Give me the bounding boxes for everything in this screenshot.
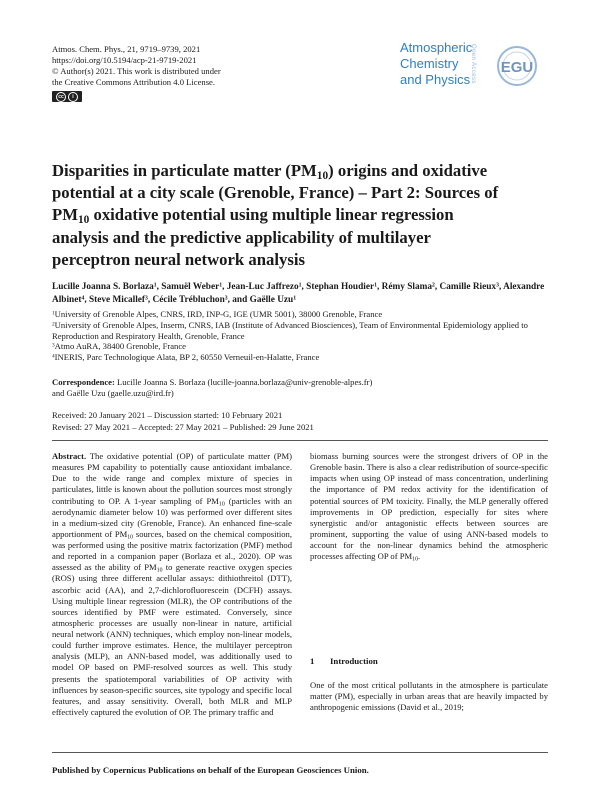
publication-dates: Received: 20 January 2021 – Discussion started: 10 February 2021 Revised: 27 May 2021 – Accepted: 27 May 2021 – Published: 29 June 2021	[52, 410, 314, 433]
author-affiliation-mark: 1	[293, 295, 297, 302]
author-affiliation-mark: 3	[496, 282, 499, 289]
author-affiliation-mark: 4	[81, 295, 85, 302]
journal-name: Atmospheric Chemistry and Physics	[400, 40, 473, 87]
affiliation: $^1$University of Grenoble Alpes, CNRS, IRD, INP-G, IGE (UMR 5001), 38000 Grenoble, France	[52, 309, 383, 319]
egu-logo-icon	[496, 45, 542, 87]
open-access-label: Open Access	[470, 44, 476, 84]
correspondence: Correspondence: Lucille Joanna S. Borlaza (lucille-joanna.borlaza@univ-grenoble-alpes.fr) and Gaëlle Uzu (gaelle.uzu@ird.fr)	[52, 377, 373, 398]
author-name: Rémy Slama	[381, 282, 432, 292]
abstract-column-right: biomass burning sources were the strongest drivers of OP in the Grenoble basin. There is also a clear redistribution of source-specific impacts when using OP instead of mass concentration, underlining the importance of PM redox activity for the identification of potential sources of PM toxicity. Finally, the MLP generally offered improvements in OP prediction, especially for sites where synergistic and/or antagonistic effects between sources are prominent, supporting the value of using ANN-based models to account for the non-linear dynamics behind the atmospheric processes affecting OP of $PM_{10}$.	[310, 451, 548, 563]
author-name: Stephan Houdier	[306, 282, 375, 292]
abstract-column-left: Abstract. The oxidative potential (OP) of particulate matter (PM) measures PM capability to potentially cause antioxidant imbalance. Due to the wide range and complex mixture of species in particulates, little is known about the pollution sources most strongly contributing to OP. A 1-year sampling of $PM_{10}$ (particles with an aerodynamic diameter below 10) was performed over different sites in a medium-sized city (Grenoble, France). An enhanced fine-scale apportionment of $PM_{10}$ sources, based on the chemical composition, was performed using the positive matrix factorization (PMF) method and reported in a companion paper (Borlaza et al., 2020). OP was assessed as the ability of $PM_{10}$ to generate reactive oxygen species (ROS) using three different acellular assays: dithiothreitol (DTT), ascorbic acid (AA), and 2,7-dichlorofluorescein (DCFH) assays. Using multiple linear regression (MLR), the OP contributions of the sources identified by PMF were estimated. Conversely, since atmospheric processes are usually non-linear in nature, artificial neural network (ANN) techniques, which employ non-linear models, could further improve estimates. Hence, the multilayer perceptron analysis (MLP), an ANN-based model, was additionally used to model OP based on PMF-resolved sources as well. This study presents the spatiotemporal variabilities of OP activity with influences by season-specific sources, site typology and specific local features, and assay sensitivity. Overall, both MLR and MLP effectively captured the evolution of OP. The primary traffic and	[52, 451, 293, 717]
publisher-footer: Published by Copernicus Publications on behalf of the European Geosciences Union.	[52, 765, 369, 775]
author-affiliation-mark: 2	[432, 282, 435, 289]
affiliation: $^3$Atmo AuRA, 38400 Grenoble, France	[52, 341, 186, 352]
affiliation-list	[52, 309, 552, 363]
divider	[52, 752, 548, 753]
author-list: Lucille Joanna S. Borlaza$^1$, Samuël Weber$^1$, Jean-Luc Jaffrezo$^1$, Stephan Houdier$^1$, Rémy Slama$^2$, Camille Rieux$^3$, Alexandre Albinet$^4$, Steve Micallef$^3$, Cécile Trébluchon$^3$, and Gaëlle Uzu$^1$	[52, 282, 545, 305]
author-affiliation-mark: 3	[224, 295, 228, 302]
introduction-text: One of the most critical pollutants in the atmosphere is particulate matter (PM), especially in urban areas that are heavily impacted by anthropogenic emissions (David et al., 2019;	[310, 680, 548, 713]
author-name: Steve Micallef	[88, 295, 145, 305]
copyright-line-2: the Creative Commons Attribution 4.0 License.	[52, 77, 216, 87]
author-affiliation-mark: 3	[145, 295, 148, 302]
author-name: Gaëlle Uzu	[249, 295, 294, 305]
citation-block	[52, 44, 352, 88]
author-name: Samuël Weber	[161, 282, 220, 292]
divider	[52, 440, 548, 441]
svg-text:EGU: EGU	[500, 59, 534, 76]
doi-link[interactable]: https://doi.org/10.5194/acp-21-9719-2021	[52, 55, 197, 65]
cc-license-icon[interactable]: cc i	[52, 91, 82, 102]
citation: Atmos. Chem. Phys., 21, 9719–9739, 2021	[52, 44, 201, 54]
author-affiliation-mark: 1	[298, 282, 302, 289]
author-name: Camille Rieux	[439, 282, 497, 292]
section-heading: 1 Introduction	[310, 656, 378, 666]
author-affiliation-mark: 1	[374, 282, 377, 289]
affiliation: $^4$INERIS, Parc Technologique Alata, BP 2, 60550 Verneuil-en-Halatte, France	[52, 352, 320, 363]
copyright-line-1: © Author(s) 2021. This work is distributed under	[52, 66, 221, 76]
affiliation: $^2$University of Grenoble Alpes, Inserm, CNRS, IAB (Institute of Advanced Biosciences), Team of Environmental Epidemiology applied to Reproduction and Respiratory Health, Grenoble, France	[52, 319, 528, 341]
author-name: Alexandre Albinet	[52, 282, 545, 305]
author-name: Lucille Joanna S. Borlaza	[52, 282, 154, 292]
author-affiliation-mark: 1	[219, 282, 223, 289]
author-affiliation-mark: 1	[153, 282, 157, 289]
paper-title: Disparities in particulate matter $(PM_{10})$ origins and oxidative potential at a city scale (Grenoble, France) – Part 2: Sources of $PM_{10}$ oxidative potential using multiple linear regression analysis and the predictive applicability of multilayer perceptron neural network analysis	[52, 161, 499, 269]
author-name: Cécile Trébluchon	[152, 295, 225, 305]
author-name: Jean-Luc Jaffrezo	[226, 282, 299, 292]
